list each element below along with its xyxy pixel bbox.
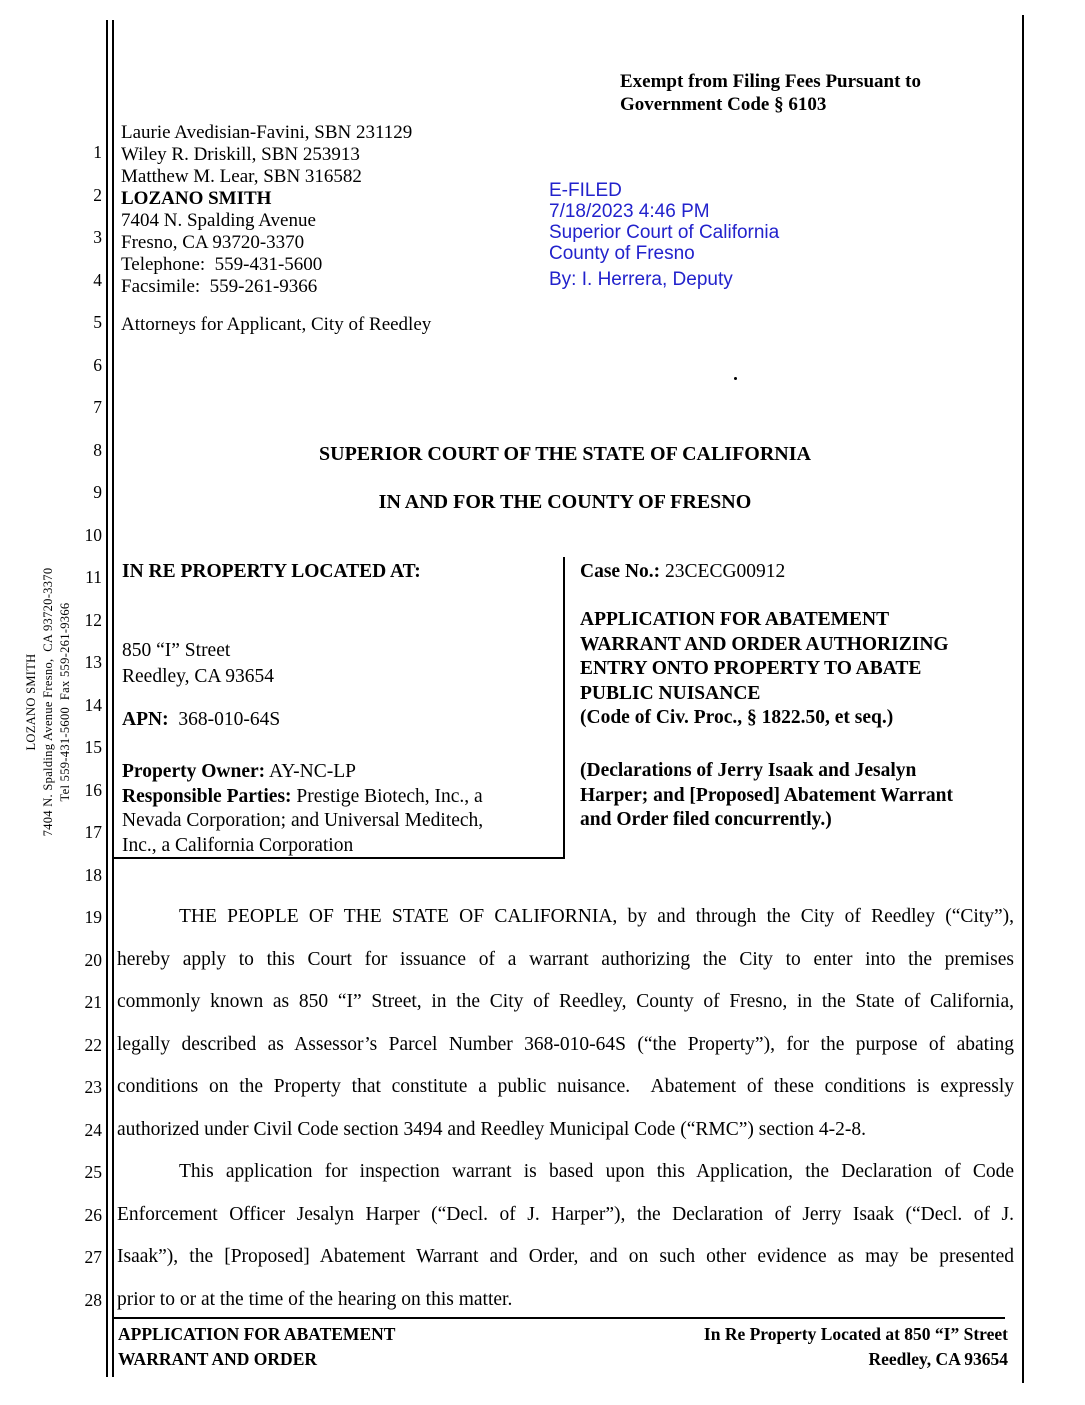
line-number-4: 4 [93,269,102,290]
line-number-13: 13 [84,652,102,672]
line-number-24: 24 [84,1119,102,1140]
document-title-line2: WARRANT AND ORDER AUTHORIZING [580,633,949,655]
body-line-24: authorized under Civil Code section 3494 and Reedley Municipal Code (“RMC”) section 4-2-8. [117,1118,866,1140]
line-number-1: 1 [93,142,102,162]
efiled-datetime: 7/18/2023 4:46 PM [549,201,710,222]
case-number-line [580,561,785,583]
line-number-17: 17 [84,822,102,842]
body-line-25: This application for inspection warrant is based upon this Application, the Declaration of Code [179,1161,1014,1182]
footer-case-line1: In Re Property Located at 850 “I” Street [703,1324,1008,1344]
responsible-parties-line [122,785,483,810]
case-number-label: Case No.: [580,561,661,582]
footer-rule [114,1317,1005,1319]
attorneys-for-line: Attorneys for Applicant, City of Reedley [121,314,432,335]
body-line-26: Enforcement Officer Jesalyn Harper (“Decl. of J. Harper”), the Declaration of Jerry Isaak (“Decl. of J. [117,1203,1014,1225]
line-number-27: 27 [84,1247,102,1267]
footer-title-line2: WARRANT AND ORDER [118,1349,318,1369]
line-number-15: 15 [84,737,102,757]
scan-speck [734,377,737,380]
document-title-line1: APPLICATION FOR ABATEMENT [580,609,890,630]
line-number-6: 6 [93,354,102,375]
caption-divider-rule [563,557,565,858]
firm-name: LOZANO SMITH [121,188,272,209]
property-address [122,638,274,689]
line-number-2: 2 [93,184,102,205]
efiled-court: Superior Court of California [549,222,780,243]
parties-block [122,760,483,858]
firm-address-2: Fresno, CA 93720-3370 [121,232,305,253]
line-number-20: 20 [84,949,102,970]
apn-line [122,709,280,731]
property-owner-line [122,760,483,785]
firm-telephone: Telephone: 559-431-5600 [121,254,323,275]
line-number-19: 19 [84,907,102,927]
firm-facsimile: Facsimile: 559-261-9366 [121,276,318,297]
court-title-line2: IN AND FOR THE COUNTY OF FRESNO [378,491,752,513]
footer-case-line2: Reedley, CA 93654 [868,1349,1008,1369]
apn-value: 368-010-64S [168,709,281,730]
line-number-16: 16 [84,779,102,800]
property-owner-value: AY-NC-LP [265,761,356,782]
line-number-21: 21 [84,992,102,1012]
body-line-23: conditions on the Property that constitute a public nuisance. Abatement of these conditions is expressly [117,1076,1014,1097]
body-line-27: Isaak”), the [Proposed] Abatement Warrant and Order, and on such other evidence as may be presented [117,1246,1014,1267]
responsible-parties-cont2: Inc., a California Corporation [122,834,354,856]
body-line-22: legally described as Assessor’s Parcel Number 368-010-64S (“the Property”), for the purpose of abating [117,1033,1014,1055]
document-title-line3: ENTRY ONTO PROPERTY TO ABATE [580,658,922,680]
line-number-28: 28 [84,1289,102,1310]
attorney-name-2: Wiley R. Driskill, SBN 253913 [121,144,360,165]
attorney-name-3: Matthew M. Lear, SBN 316582 [121,166,362,187]
line-number-22: 22 [84,1034,102,1055]
sidebar-firm-address: 7404 N. Spalding Avenue Fresno, CA 93720-3370 [41,567,55,837]
footer-title-line1: APPLICATION FOR ABATEMENT [118,1324,396,1344]
line-number-11: 11 [85,567,102,587]
footer-case-reference [600,1322,1008,1372]
footer-document-title [118,1322,395,1372]
responsible-parties-value: Prestige Biotech, Inc., a [291,785,483,807]
line-number-23: 23 [84,1077,102,1097]
line-number-8: 8 [93,439,102,460]
sidebar-firm-phone: Tel 559-431-5600 Fax 559-261-9366 [58,602,72,802]
line-number-12: 12 [84,609,102,630]
line-number-10: 10 [84,524,102,545]
court-title-line1: SUPERIOR COURT OF THE STATE OF CALIFORNIA [319,443,811,465]
efiled-stamp [549,180,779,290]
line-number-9: 9 [93,482,102,502]
body-line-19: THE PEOPLE OF THE STATE OF CALIFORNIA, by and through the City of Reedley (“City”), [179,906,1014,927]
document-title-code-cite: (Code of Civ. Proc., § 1822.50, et seq.) [580,707,894,729]
sidebar-firm-name: LOZANO SMITH [24,653,38,751]
attorney-name-1: Laurie Avedisian-Favini, SBN 231129 [121,122,413,143]
document-title-line4: PUBLIC NUISANCE [580,682,761,704]
right-margin-rule [1022,15,1024,1383]
property-owner-label: Property Owner: [122,761,266,782]
concurrent-filings-note [580,759,953,833]
responsible-parties-label: Responsible Parties: [122,785,292,807]
line-number-7: 7 [93,397,102,417]
attorney-block [121,122,412,298]
left-margin-rule-outer [106,20,108,1377]
concurrent-filings-line1: (Declarations of Jerry Isaak and Jesalyn [580,760,917,781]
property-address-line2: Reedley, CA 93654 [122,665,275,687]
apn-label: APN: [122,709,169,730]
line-number-5: 5 [93,312,102,332]
efiled-deputy: By: I. Herrera, Deputy [549,269,733,290]
body-line-21: commonly known as 850 “I” Street, in the City of Reedley, County of Fresno, in the State of California, [117,991,1014,1012]
line-number-25: 25 [84,1162,102,1182]
property-address-line1: 850 “I” Street [122,640,231,661]
body-line-20: hereby apply to this Court for issuance of a warrant authorizing the City to enter into the premises [117,948,1014,970]
caption-heading: IN RE PROPERTY LOCATED AT: [122,561,421,582]
efiled-county: County of Fresno [549,243,695,264]
left-margin-rule-inner [112,20,114,1377]
body-line-28: prior to or at the time of the hearing on this matter. [117,1288,513,1310]
line-number-14: 14 [84,694,102,715]
line-number-26: 26 [84,1204,102,1225]
fee-exemption-line1: Exempt from Filing Fees Pursuant to [620,71,921,92]
efiled-label: E-FILED [549,180,622,201]
concurrent-filings-line2: Harper; and [Proposed] Abatement Warrant [580,784,954,806]
document-title [580,608,949,731]
case-number-value: 23CECG00912 [660,561,786,582]
fee-exemption-notice [620,71,921,116]
concurrent-filings-line3: and Order filed concurrently.) [580,809,832,831]
fee-exemption-line2: Government Code § 6103 [620,93,827,115]
responsible-parties-cont1: Nevada Corporation; and Universal Meditech, [122,810,484,832]
firm-address-1: 7404 N. Spalding Avenue [121,210,316,231]
line-number-18: 18 [84,864,102,885]
line-number-3: 3 [93,227,102,247]
firm-sidebar [23,542,77,862]
